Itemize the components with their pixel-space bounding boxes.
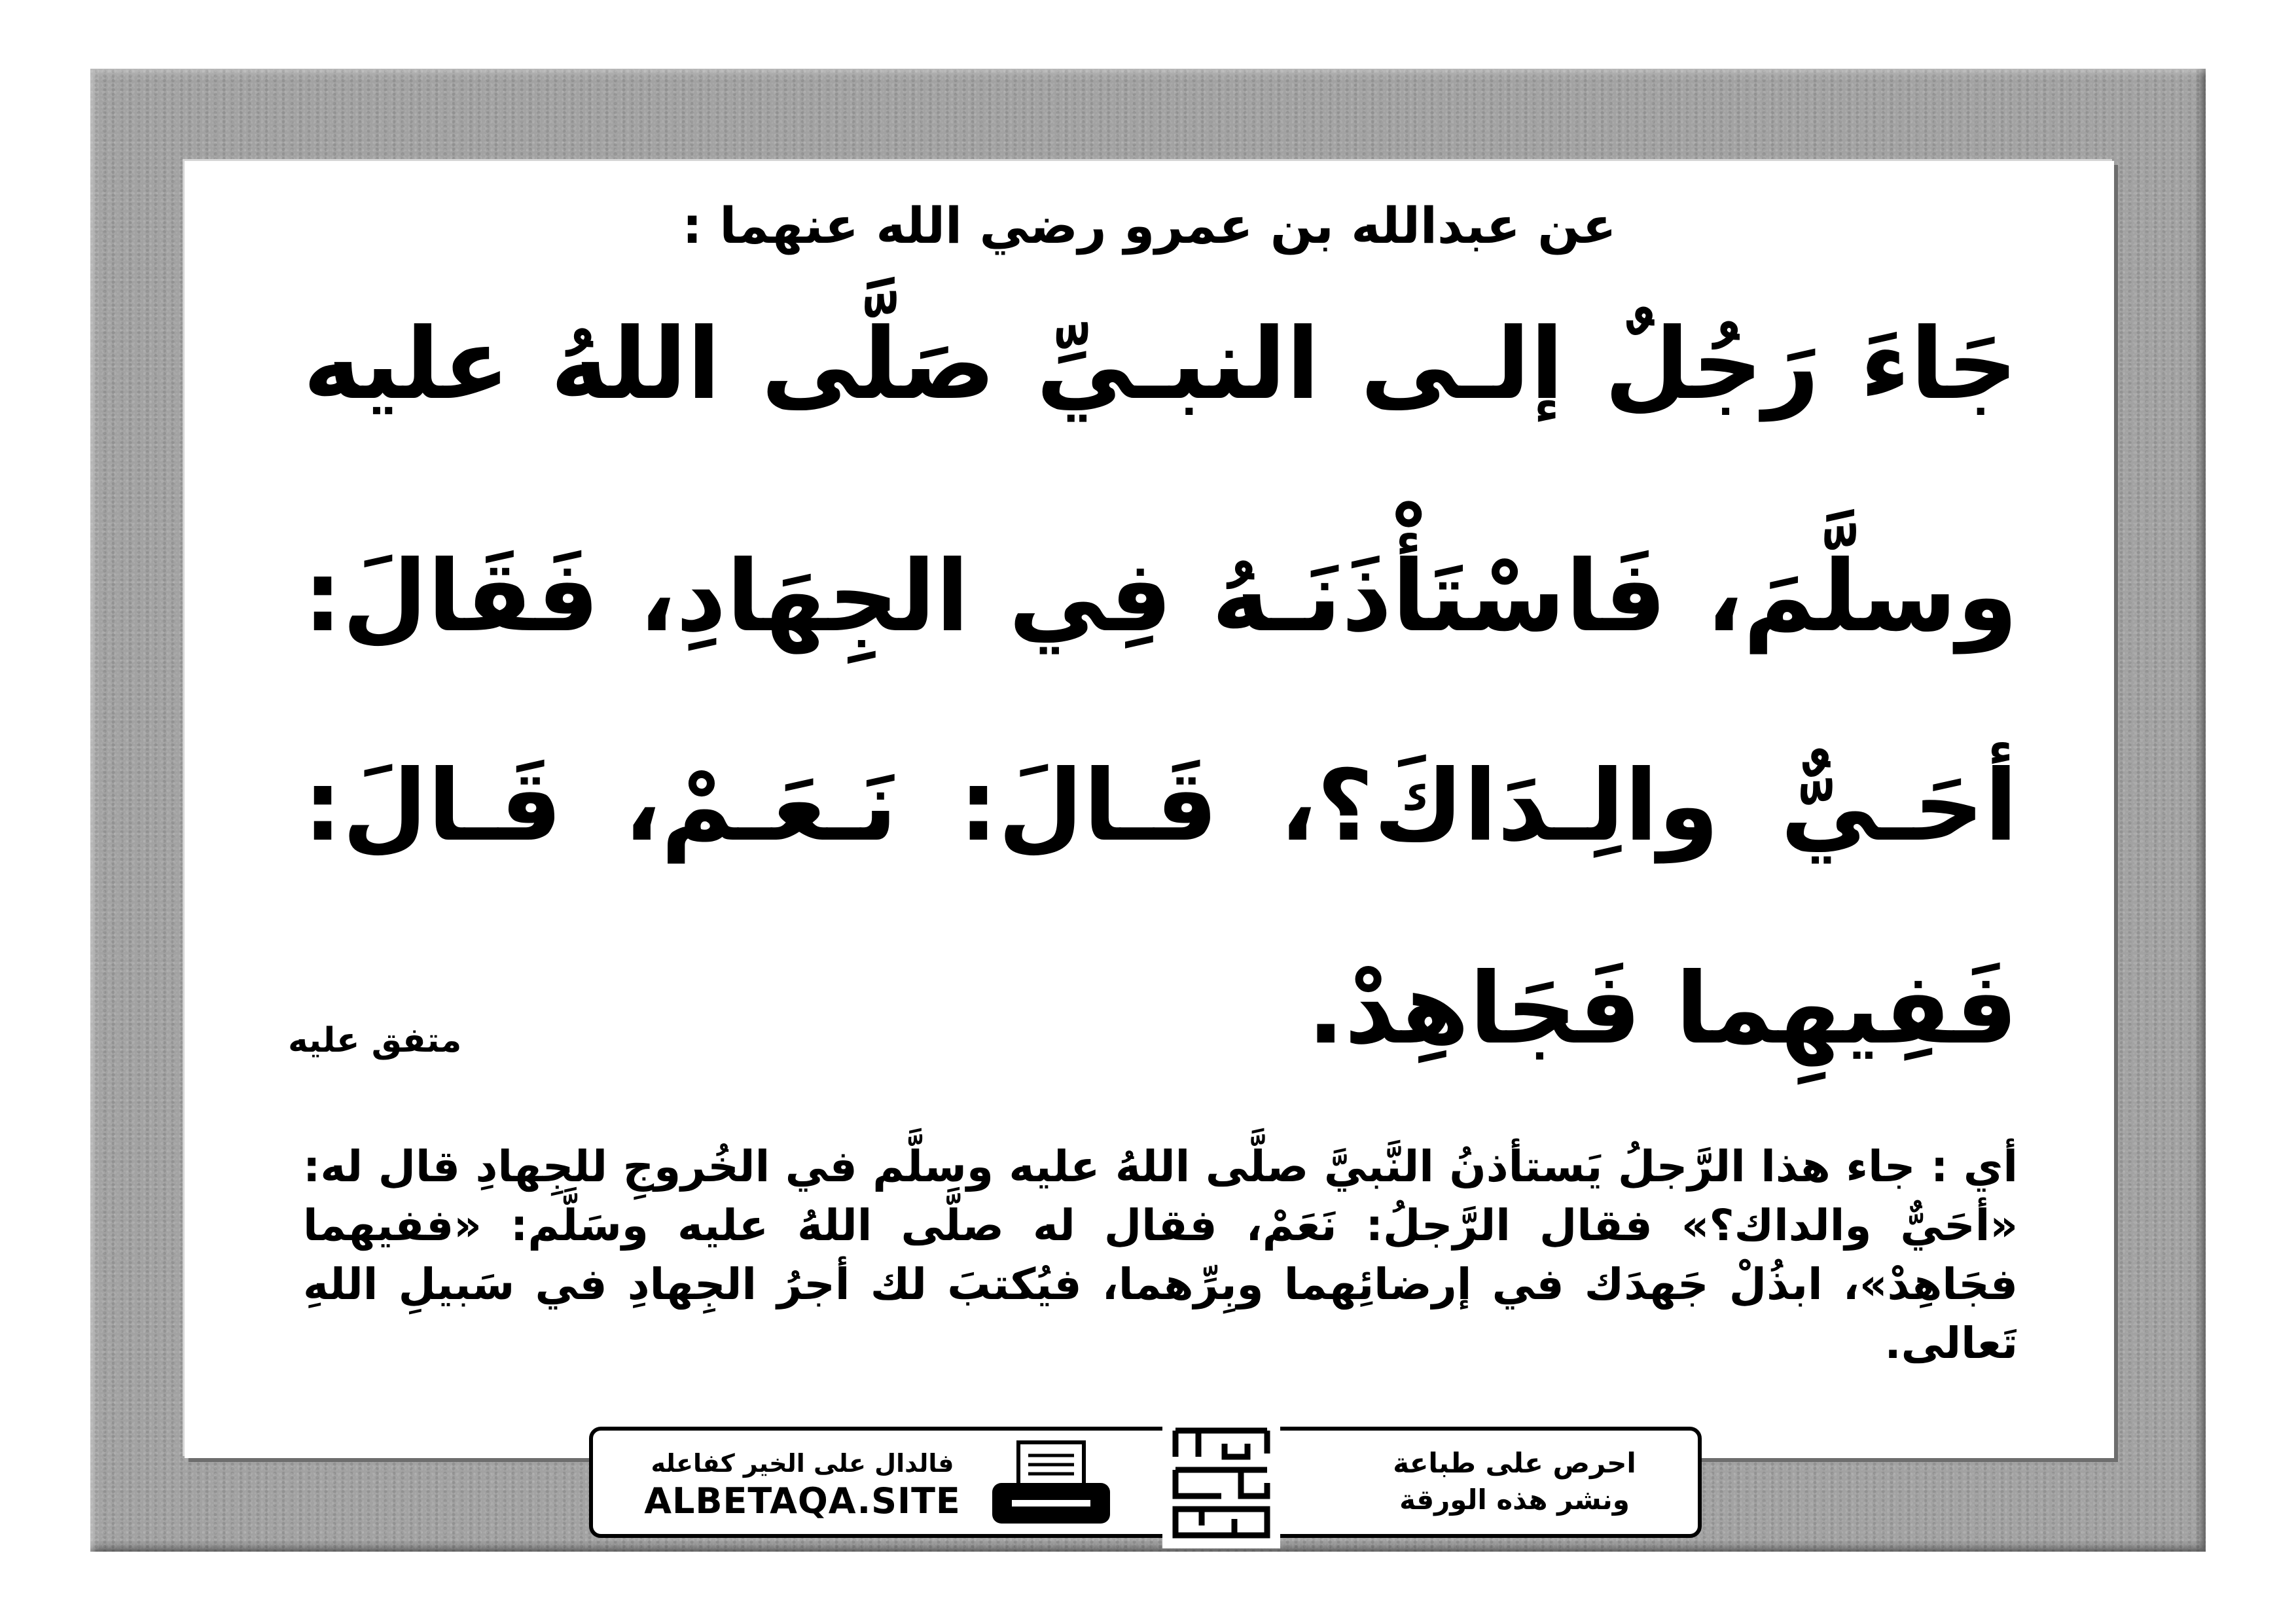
hadith-line-2: وسلَّمَ، فَاسْتَأْذَنَـهُ فِي الجِهَادِ، فَقَالَ: <box>303 540 2018 654</box>
hadith-source: متفق عليه <box>288 1021 462 1060</box>
footer-right-line-2: ونشر هذه الورقة <box>1399 1484 1630 1516</box>
hadith-line-1: جَاءَ رَجُلٌ إلـى النبـيِّ صَلَّى اللهُ عليه <box>303 308 2018 421</box>
site-link[interactable]: ALBETAQA.SITE <box>644 1480 961 1522</box>
narrator-line: عن عبدالله بن عمرو رضي الله عنهما : <box>682 196 1617 255</box>
footer-site-block <box>619 1445 986 1521</box>
footer-call-to-action <box>1357 1445 1672 1518</box>
footer-tagline: فالدال على الخير كفاعله <box>651 1449 954 1478</box>
hadith-line-4: فَفِيهِما فَجَاهِدْ. <box>1307 952 2018 1066</box>
hadith-line-3: أحَـيٌّ والِـدَاكَ؟، قَـالَ: نَـعَـمْ، قَـالَ: <box>303 749 2018 863</box>
footer-banner <box>589 1427 1702 1538</box>
explanation-text: أي : جاء هذا الرَّجلُ يَستأذنُ النَّبيَّ صلَّى اللهُ عليه وسلَّم في الخُروجِ للجِهادِ قال له: «أحَيٌّ والداك؟» فقال الرَّجلُ: نَعَمْ، فقال له صلَّى اللهُ عليه وسَلَّم: «ففيهما فجَاهِدْ»، ابذُلْ جَهدَك في إرضائِهما وبِرِّهما، فيُكتبَ لك أجرُ الجِهادِ في سَبيلِ اللهِ تَعالى. <box>303 1141 2018 1368</box>
logo-icon <box>1162 1418 1280 1548</box>
footer-right-line-1: احرص على طباعة <box>1393 1447 1636 1479</box>
printer-icon <box>986 1437 1117 1535</box>
